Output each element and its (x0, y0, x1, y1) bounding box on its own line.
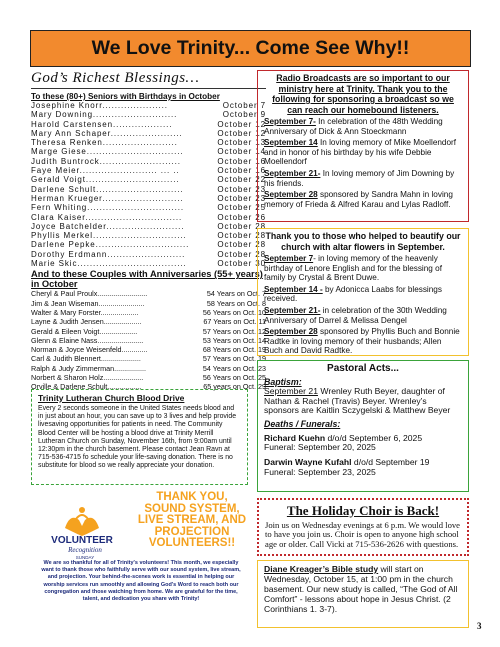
birthday-name: Harold Carstensen................... (31, 119, 173, 129)
birthday-row (31, 194, 266, 203)
altar-entry (264, 327, 462, 356)
birthday-row (31, 166, 266, 175)
birthday-row (31, 101, 266, 110)
birthday-name: Herman Krueger.......................... (31, 193, 184, 203)
birthday-date: October 26 (217, 212, 266, 222)
anniversary-names: Carl & Judith Blennert.................... (31, 354, 141, 364)
death-entry (264, 434, 462, 453)
birthday-name: Judith Buntrock.......................... (31, 156, 181, 166)
blessings-title: God’s Richest Blessings… (31, 70, 266, 89)
anniversary-row (31, 289, 266, 298)
birthday-name: Darlene Pepke.............................. (31, 240, 190, 250)
birthday-row (31, 259, 266, 268)
anniversary-years: 67 Years on Oct. 11 (203, 317, 266, 327)
bible-study-box (257, 560, 469, 628)
birthday-name: Marie Skic................................... (31, 259, 187, 269)
anniversary-years: 54 Years on Oct. 23 (202, 363, 266, 373)
choir-heading: The Holiday Choir is Back! (286, 503, 440, 518)
anniversary-years: 57 Years on Oct. 19 (202, 354, 266, 364)
birthday-date: October 14 (217, 147, 266, 157)
anniversary-list (31, 289, 266, 391)
birthday-name: Joyce Batchelder......................... (31, 221, 185, 231)
anniversary-years: 54 Years on Oct. 7 (206, 289, 266, 299)
birthday-row (31, 120, 266, 129)
birthday-name: Marge Giese............................... (31, 147, 184, 157)
birthday-date: October 28 (217, 240, 266, 250)
altar-flowers-box (257, 228, 469, 356)
volunteer-recognition-logo (35, 498, 129, 560)
birthday-row (31, 213, 266, 222)
bible-study-text: will start on Wednesday, October 15, at 1:00 pm in the church basement. Our new study is called, “The God of All Comfort” - lessons about hope in Jesus Christ. (2 Corinthians 1. 3-7). (264, 564, 458, 614)
anniversary-years: 53 Years on Oct. 14 (202, 335, 266, 345)
anniversary-names: Orville & Darlene Schult................. (31, 382, 142, 392)
blood-drive-box (31, 389, 248, 485)
birthday-row (31, 175, 266, 184)
birthday-row (31, 129, 266, 138)
birthday-date: October 16 (217, 166, 266, 176)
birthday-date: October 12 (217, 119, 266, 129)
birthday-row (31, 240, 266, 249)
birthday-list (31, 101, 266, 268)
birthday-date: October 30 (217, 259, 266, 269)
birthday-row (31, 138, 266, 147)
birthday-name: Dorothy Erdmann......................... (31, 249, 186, 259)
birthday-name: Faye Meier......................... ... .. (31, 166, 180, 176)
altar-text: - in loving memory of the heavenly birthday of Lenore English and for the blessing of family by Crystal & Brent Duwe. (264, 254, 442, 283)
birthday-name: Phyllis Merkel.............................. (31, 231, 187, 241)
birthday-name: Gerald Voigt.............................. (31, 175, 180, 185)
birthday-row (31, 222, 266, 231)
anniversary-row (31, 364, 266, 373)
baptism-label: Baptism: (264, 377, 302, 387)
altar-heading: Thank you to those who helped to beautify our church with altar flowers in September. (265, 231, 461, 252)
anniversary-row (31, 336, 266, 345)
radio-text: In loving memory of Jim Downing by his friends. (264, 168, 455, 188)
anniversary-names: Cheryl & Paul Proulx......................... (31, 289, 148, 299)
anniversary-names: Jim & Jean Wiseman....................... (31, 298, 145, 308)
anniversary-names: Norbert & Sharon Holz.................... (31, 373, 144, 383)
radio-entry (264, 190, 462, 209)
choir-text: Join us on Wednesday evenings at 6 p.m. We would love to have you join us. Choir is open to anyone high school age or older. Call Vicki at 715-536-2626 with questions. (265, 520, 460, 549)
funeral-date: Funeral: September 20, 2025 (264, 442, 376, 453)
death-date: d/o/d September 6, 2025 (325, 432, 423, 443)
baptism-date: September 21 (264, 386, 318, 396)
radio-date: September 21- (264, 168, 321, 178)
page-number: 3 (477, 621, 482, 631)
birthday-date: October 22 (217, 175, 266, 185)
birthday-date: October 23 (217, 184, 266, 194)
radio-heading: Radio Broadcasts are so important to our ministry here at Trinity. Thank you to the following for sponsoring a broadcast so we can reach our homebound listeners. (272, 73, 454, 115)
logo-sub2: SUNDAY (75, 555, 95, 560)
birthday-name: Clara Kaiser............................... (31, 212, 183, 222)
radio-entries (264, 117, 462, 209)
anniversary-names: Walter & Mary Forster................... (31, 307, 139, 317)
pastoral-heading: Pastoral Acts... (327, 363, 399, 374)
anniversary-names: Ralph & Judy Zimmerman................ (31, 363, 147, 373)
volunteer-box (31, 492, 248, 630)
birthday-name: Fern Whiting............................... (31, 203, 184, 213)
altar-entries (264, 254, 462, 356)
birthday-row (31, 147, 266, 156)
birthday-date: October 9 (222, 110, 266, 120)
radio-text: In loving memory of Mike Moellendorf and in honor of his birthday by his wife Debbie Moellendorf (264, 138, 457, 167)
altar-entry (264, 254, 462, 283)
anniversary-names: Norman & Joyce Weisenfeld............. (31, 345, 148, 355)
anniversary-years: 56 Years on Oct. 25 (202, 373, 266, 383)
blood-drive-text: Every 2 seconds someone in the United States needs blood and in just about an hour, you can save up to 3 lives and help provide livesaving opportunities for patients in need. The Community Blood Center will be hosting a blood drive at Trinity Merrill Lutheran Church on Sunday, November 16th, from 9:00am until 12:30pm in the church basement. Please contact Jean Ravn at 715-536-4715 fo schedule your life-saving donation. There is no substitute for blood so we really appreciate your donation. (38, 405, 237, 470)
birthday-date: October 12 (217, 128, 266, 138)
altar-text: sponsored by Phyllis Buch and Bonnie Radtke in loving memory of their husbands; Allen Buch and David Radtke. (264, 327, 460, 356)
pastoral-acts-box (257, 360, 469, 492)
anniversary-row (31, 354, 266, 363)
holiday-choir-box (257, 498, 469, 556)
blessings-section (31, 70, 266, 392)
deaths-label: Deaths / Funerals: (264, 418, 341, 429)
birthday-row (31, 203, 266, 212)
baptism-text: Wrenley Ruth Beyer, daughter of Nathan & Rachel (Travis) Beyer. Wrenley’s sponsors are Kaitlin Sczygelski & Matthew Beyer (264, 386, 451, 416)
radio-date: September 7- (264, 117, 316, 126)
birthday-date: October 16 (217, 156, 266, 166)
radio-date: September 28 (264, 190, 318, 200)
altar-date: September 28 (264, 327, 318, 337)
anniversary-years: 58 Years on Oct. 8 (206, 298, 266, 308)
anniversary-row (31, 299, 266, 308)
birthday-date: October 25 (217, 203, 266, 213)
radio-entry (264, 169, 462, 188)
anniversary-row (31, 327, 266, 336)
couples-title: And to these Couples with Anniversaries (55+ years) in October (31, 269, 263, 290)
birthday-row (31, 231, 266, 240)
radio-date: September 14 (264, 138, 318, 148)
birthday-date: October 28 (217, 221, 266, 231)
blood-drive-title: Trinity Lutheran Church Blood Drive (38, 393, 185, 403)
baptism-entry (264, 387, 462, 416)
altar-date: September 7 (264, 254, 314, 263)
bible-study-lead: Diane Kreager’s Bible study (264, 564, 379, 574)
radio-broadcast-box (257, 70, 469, 222)
banner-title: We Love Trinity... Come See Why!! (91, 37, 410, 59)
altar-text: in celebration of the 30th Wedding Anniversary of Darrel & Melissa Dengel (264, 305, 447, 325)
birthday-name: Mary Downing........................... (31, 110, 178, 120)
anniversary-names: Gerald & Eileen Voigt................... (31, 326, 138, 336)
anniversary-years: 56 Years on Oct. 10 (202, 307, 266, 317)
death-name: Richard Kuehn (264, 432, 326, 443)
death-entry (264, 458, 462, 477)
anniversary-row (31, 373, 266, 382)
anniversary-row (31, 345, 266, 354)
volunteer-text: We are so thankful for all of Trinity's volunteers! This month, we especially want to thank those who faithfully serve with our sound system, live stream, and projection. Your behind-the-scenes work is essential in helping our worship services run smoothly and allowing God's Word to reach both our congregation and those watching from home. We are grateful for the time, talent, and dedication you share with Trinity! (41, 560, 241, 603)
birthday-name: Theresa Renken........................ (31, 138, 178, 148)
logo-sub1: Recognition (68, 546, 102, 554)
birthday-name: Mary Ann Schaper....................... (31, 128, 183, 138)
birthday-row (31, 250, 266, 259)
anniversary-years: 65 years on Oct. 29 (203, 382, 266, 392)
radio-text: In celebration of the 48th Wedding Anniversary of Dick & Ann Stoeckmann (264, 117, 443, 136)
birthday-name: Darlene Schult............................ (31, 184, 184, 194)
radio-text: sponsored by Sandra Mahn in loving memory of Frieda & Alfred Karau and Lylas Radloff. (264, 190, 453, 209)
anniversary-row (31, 308, 266, 317)
anniversary-names: Glenn & Elaine Nass....................... (31, 335, 144, 345)
death-entries (264, 434, 462, 477)
anniversary-years: 57 Years on Oct. 12 (202, 326, 266, 336)
radio-entry (264, 138, 462, 167)
altar-text: by Adonicca Laabs for blessings received. (264, 284, 442, 304)
birthday-date: October 7 (222, 101, 266, 110)
anniversary-years: 68 Years on Oct. 19 (202, 345, 266, 355)
birthday-row (31, 185, 266, 194)
funeral-date: Funeral: September 23, 2025 (264, 466, 376, 477)
anniversary-row (31, 317, 266, 326)
radio-entry (264, 117, 462, 136)
volunteer-heading: THANK YOU, SOUND SYSTEM, LIVE STREAM, AND PROJECTION VOLUNTEERS!! (137, 491, 247, 549)
altar-entry (264, 285, 462, 304)
birthday-date: October 28 (217, 249, 266, 259)
death-name: Darwin Wayne Kufahl (264, 456, 352, 467)
altar-date: September 21- (264, 305, 321, 315)
altar-date: September 14 - (264, 284, 323, 294)
logo-word: VOLUNTEER (51, 535, 113, 546)
birthday-row (31, 110, 266, 119)
page-banner (30, 30, 471, 67)
birthday-date: October 13 (217, 138, 266, 148)
birthday-row (31, 157, 266, 166)
birthday-date: October 28 (217, 231, 266, 241)
birthday-date: October 23 (217, 193, 266, 203)
anniversary-names: Layne & Judith Jensen................... (31, 317, 142, 327)
birthdays-subtitle: To these (80+) Seniors with Birthdays in October (31, 92, 220, 101)
altar-entry (264, 306, 462, 325)
death-date: d/o/d September 19 (351, 456, 430, 467)
birthday-name: Josephine Knorr..................... (31, 101, 168, 110)
